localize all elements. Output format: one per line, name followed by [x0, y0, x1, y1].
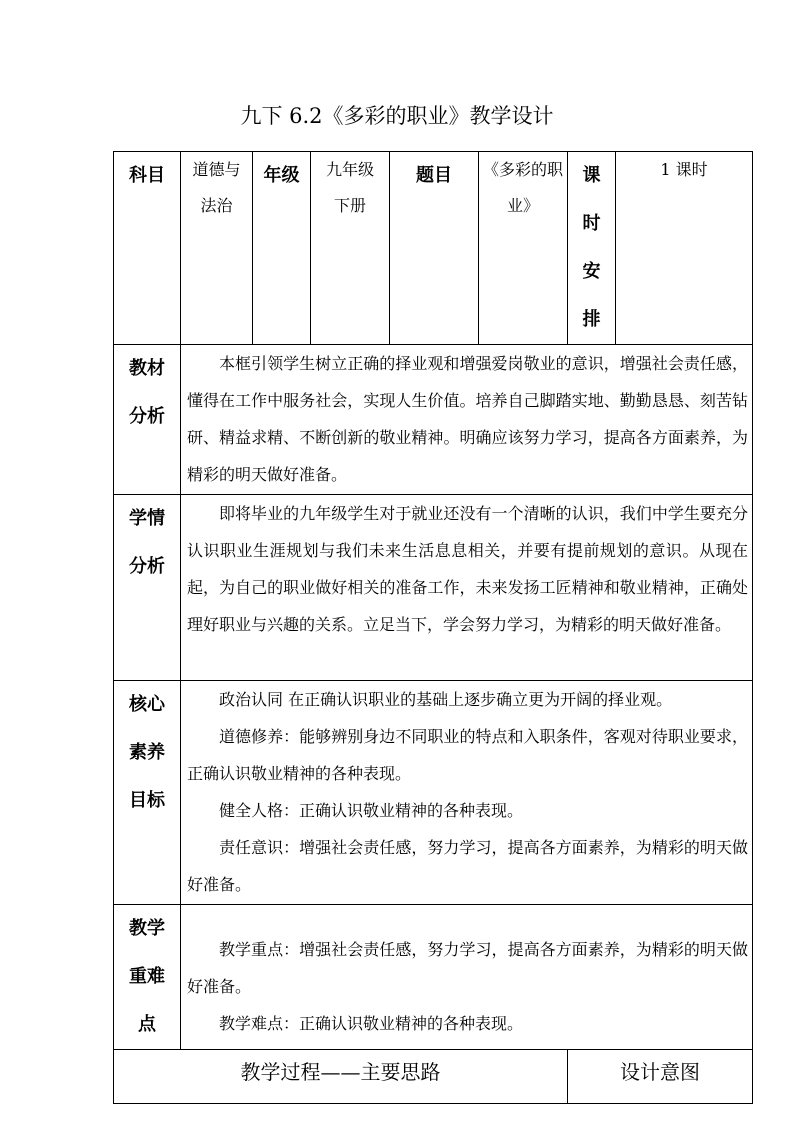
paragraph: 教学难点：正确认识敬业精神的各种表现。 — [219, 1014, 524, 1033]
subject-label: 科目 — [114, 152, 181, 345]
section-content — [181, 905, 753, 1050]
document-title: 九下 6.2《多彩的职业》教学设计 — [240, 104, 554, 128]
process-header: 教学过程——主要思路 — [114, 1050, 568, 1104]
paragraph: 责任意识：增强社会责任感，努力学习，提高各方面素养，为精彩的明天做好准备。 — [187, 838, 748, 894]
hours-value: 1 课时 — [616, 152, 753, 345]
section-row-key-difficult-points — [114, 905, 753, 1050]
grade-label: 年级 — [253, 152, 311, 345]
section-label: 教学重难点 — [114, 905, 181, 1050]
paragraph: 道德修养：能够辨别身边不同职业的特点和入职条件，客观对待职业要求，正确认识敬业精神的各种表现。 — [187, 727, 748, 783]
section-content — [181, 495, 753, 681]
paragraph: 即将毕业的九年级学生对于就业还没有一个清晰的认识，我们中学生要充分认识职业生涯规划与我们未来生活息息相关，并要有提前规划的意识。从现在起，为自己的职业做好相关的准备工作，未来发扬工匠精神和敬业精神，正确处理好职业与兴趣的关系。立足当下，学会努力学习，为精彩的明天做好准备。 — [187, 504, 748, 634]
intent-header: 设计意图 — [568, 1050, 753, 1104]
section-row-student-analysis — [114, 495, 753, 681]
section-label: 学情分析 — [114, 495, 181, 681]
topic-value: 《多彩的职业》 — [479, 152, 568, 345]
paragraph: 教学重点：增强社会责任感，努力学习，提高各方面素养，为精彩的明天做好准备。 — [187, 940, 748, 996]
section-content — [181, 345, 753, 495]
hours-label: 课时安排 — [568, 152, 616, 345]
lesson-plan-table — [113, 151, 753, 1104]
paragraph: 本框引领学生树立正确的择业观和增强爱岗敬业的意识，增强社会责任感，懂得在工作中服务社会，实现人生价值。培养自己脚踏实地、勤勤恳恳、刻苦钻研、精益求精、不断创新的敬业精神。明确应该努力学习，提高各方面素养，为精彩的明天做好准备。 — [187, 354, 748, 484]
grade-value: 九年级下册 — [311, 152, 390, 345]
info-row — [114, 152, 753, 345]
section-row-core-literacy-goals — [114, 681, 753, 905]
subject-value: 道德与法治 — [181, 152, 253, 345]
paragraph: 政治认同 在正确认识职业的基础上逐步确立更为开阔的择业观。 — [219, 690, 673, 709]
section-row-textbook-analysis — [114, 345, 753, 495]
footer-row — [114, 1050, 753, 1104]
section-content — [181, 681, 753, 905]
section-label: 教材分析 — [114, 345, 181, 495]
topic-label: 题目 — [390, 152, 479, 345]
paragraph: 健全人格：正确认识敬业精神的各种表现。 — [219, 801, 524, 820]
section-label: 核心素养目标 — [114, 681, 181, 905]
